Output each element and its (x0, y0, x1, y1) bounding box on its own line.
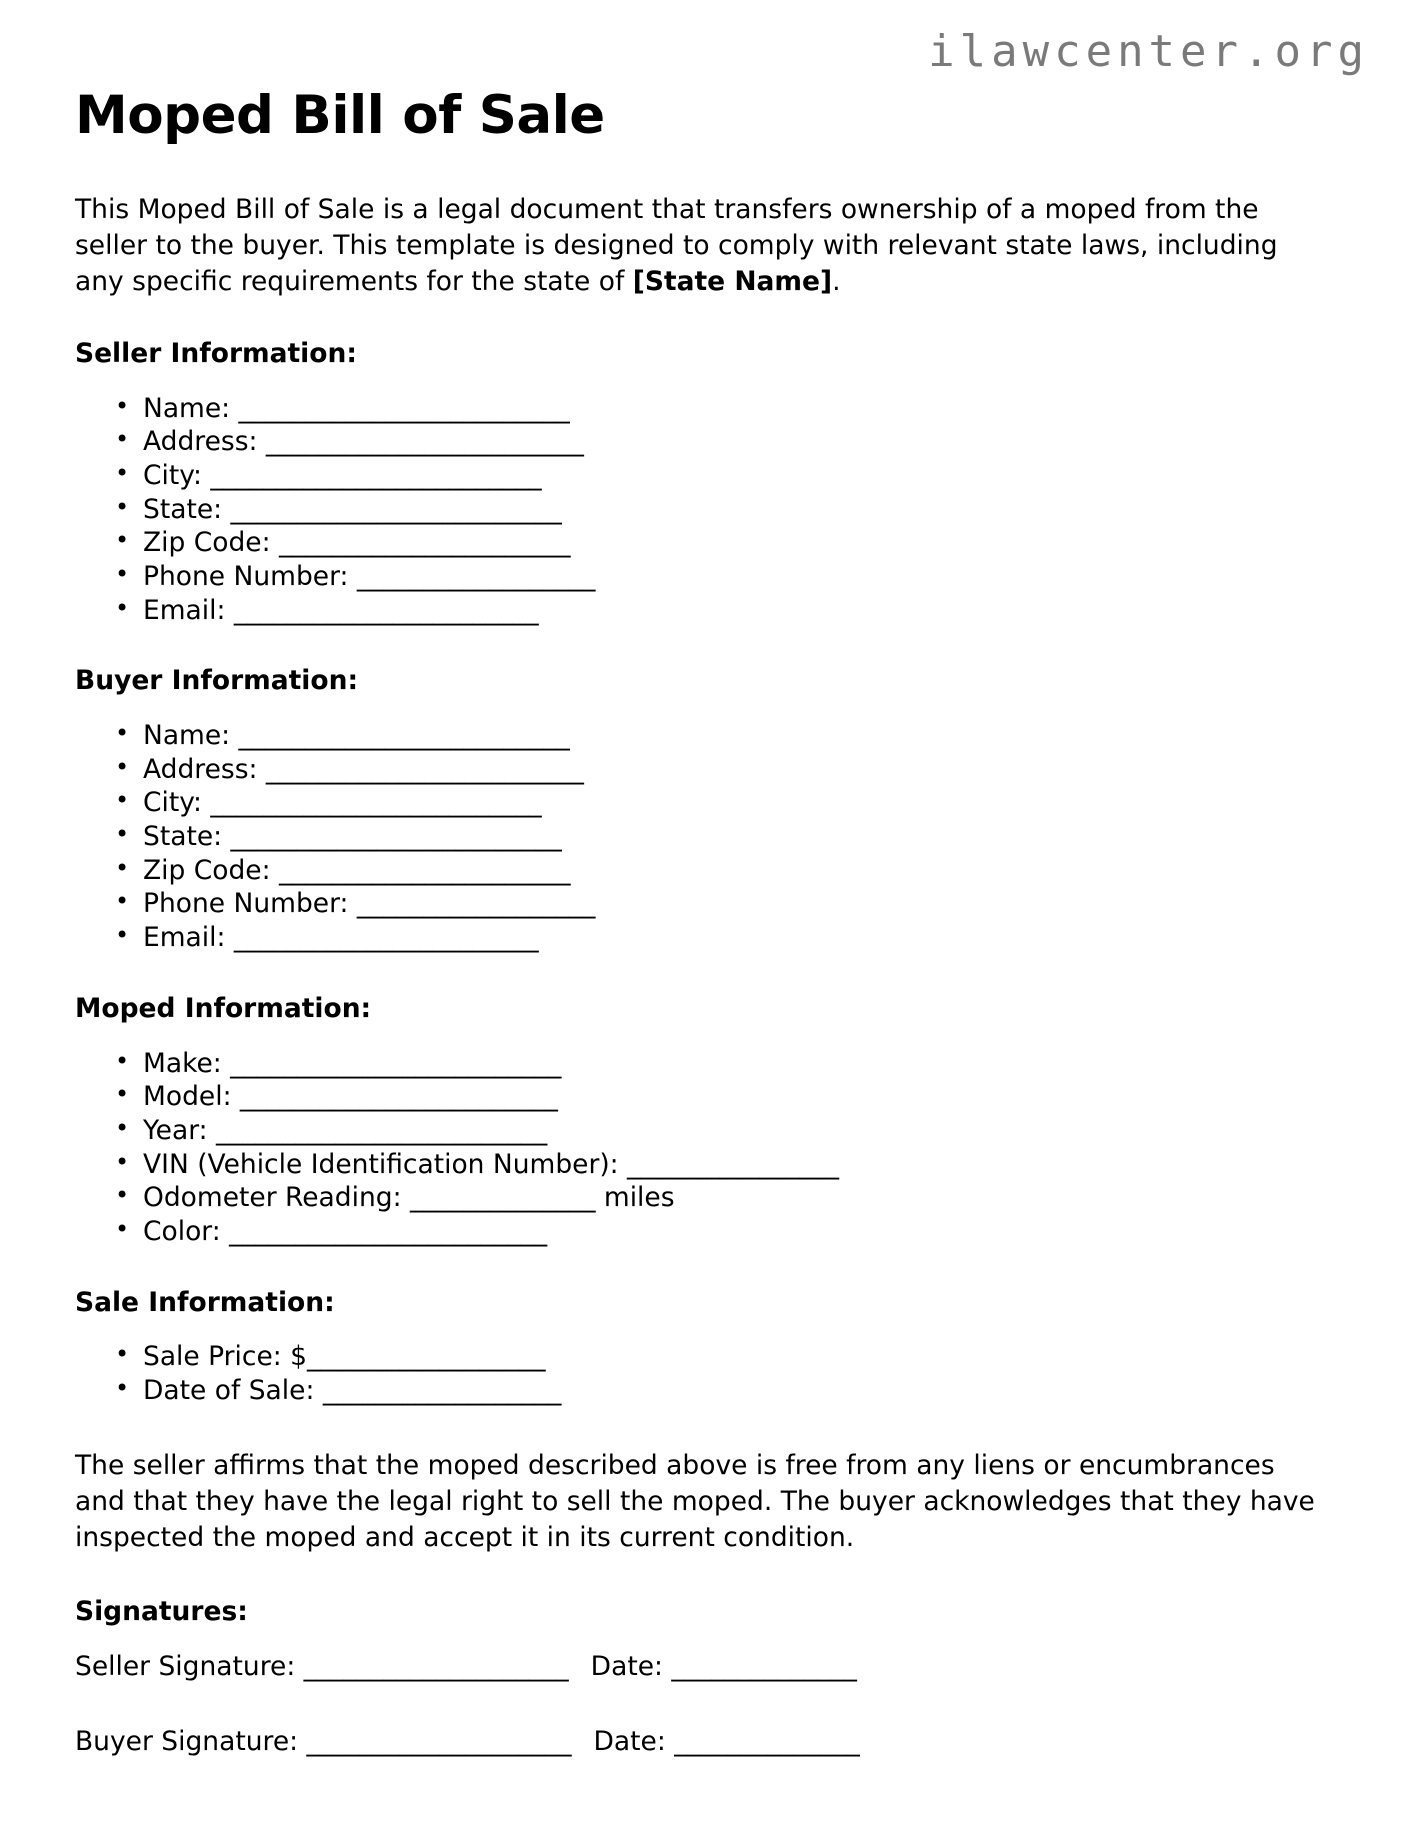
document-content (75, 85, 1325, 1802)
intro-text-before-state: This Moped Bill of Sale is a legal document that transfers ownership of a moped from the seller to the buyer. This template is designed to comply with relevant state laws, including any specific requirements for the state of (75, 193, 1278, 297)
list-item (115, 1342, 1325, 1372)
list-item (115, 1183, 1325, 1213)
seller-city-input[interactable]: _________________________ (210, 459, 542, 491)
field-label: Make: (143, 1047, 231, 1079)
field-label: Email: (143, 922, 234, 954)
moped-model-input[interactable]: ________________________ (239, 1081, 558, 1113)
field-label: Zip Code: (143, 527, 279, 559)
seller-email-input[interactable]: _______________________ (233, 594, 539, 626)
list-item (115, 1116, 1325, 1146)
field-label: Email: (143, 594, 234, 626)
list-item (115, 1217, 1325, 1247)
field-label: VIN (Vehicle Identification Number): (143, 1148, 628, 1180)
field-label: Address: (143, 426, 266, 458)
moped-information-heading: Moped Information: (75, 992, 372, 1024)
seller-signature-label: Seller Signature: (75, 1650, 304, 1682)
field-label: Phone Number: (143, 560, 357, 592)
intro-text-after-state: . (832, 265, 841, 297)
list-item (115, 427, 1325, 457)
field-label: Sale Price: $ (143, 1341, 308, 1373)
moped-make-input[interactable]: _________________________ (230, 1047, 562, 1079)
list-item (115, 755, 1325, 785)
field-label: Zip Code: (143, 854, 279, 886)
list-item (115, 1049, 1325, 1079)
moped-vin-input[interactable]: ________________ (627, 1148, 840, 1180)
seller-date-label: Date: (590, 1650, 672, 1682)
buyer-phone-number-input[interactable]: __________________ (356, 888, 596, 920)
list-item (115, 889, 1325, 919)
moped-color-input[interactable]: ________________________ (229, 1215, 548, 1247)
list-item (115, 562, 1325, 592)
field-label: City: (143, 787, 211, 819)
field-label: Color: (143, 1215, 230, 1247)
intro-paragraph (75, 192, 1325, 300)
buyer-name-input[interactable]: _________________________ (238, 720, 570, 752)
site-watermark: ilawcenter.org (928, 26, 1369, 77)
page-title: Moped Bill of Sale (75, 85, 605, 146)
buyer-city-input[interactable]: _________________________ (210, 787, 542, 819)
seller-information-heading: Seller Information: (75, 337, 357, 369)
field-label: Phone Number: (143, 888, 357, 920)
moped-odometer-input[interactable]: ______________ (409, 1182, 596, 1214)
buyer-signature-row (75, 1727, 1325, 1756)
list-item (115, 495, 1325, 525)
list-item (115, 1150, 1325, 1180)
seller-zip-code-input[interactable]: ______________________ (278, 527, 571, 559)
buyer-zip-code-input[interactable]: ______________________ (278, 854, 571, 886)
field-label: City: (143, 459, 211, 491)
buyer-information-heading: Buyer Information: (75, 665, 359, 697)
seller-signature-row (75, 1652, 1325, 1681)
buyer-email-input[interactable]: _______________________ (233, 922, 539, 954)
seller-information-fields (75, 394, 1325, 626)
field-suffix: miles (595, 1182, 675, 1214)
field-label: Address: (143, 753, 266, 785)
field-label: State: (143, 493, 231, 525)
seller-date-input[interactable]: ______________ (671, 1650, 857, 1682)
signature-block (75, 1652, 1325, 1756)
buyer-information-fields (75, 721, 1325, 953)
list-item (115, 1376, 1325, 1406)
state-name-placeholder: [State Name] (632, 265, 833, 297)
list-item (115, 856, 1325, 886)
seller-name-input[interactable]: _________________________ (238, 392, 570, 424)
field-label: Date of Sale: (143, 1375, 323, 1407)
buyer-state-input[interactable]: _________________________ (230, 821, 562, 853)
affirmation-paragraph: The seller affirms that the moped described above is free from any liens or encumbrances and that they have the legal right to sell the moped. The buyer acknowledges that they have inspected the moped and accept it in its current condition. (75, 1449, 1315, 1553)
list-item (115, 788, 1325, 818)
buyer-signature-input[interactable]: ____________________ (306, 1725, 572, 1757)
seller-address-input[interactable]: ________________________ (265, 426, 584, 458)
field-label: Name: (143, 720, 239, 752)
field-label: Name: (143, 392, 239, 424)
seller-signature-input[interactable]: ____________________ (303, 1650, 569, 1682)
sale-price-input[interactable]: __________________ (307, 1341, 546, 1373)
list-item (115, 923, 1325, 953)
sale-information-heading: Sale Information: (75, 1286, 335, 1318)
list-item (115, 461, 1325, 491)
field-label: Model: (143, 1081, 240, 1113)
list-item (115, 596, 1325, 626)
list-item (115, 1082, 1325, 1112)
field-label: State: (143, 821, 231, 853)
seller-phone-number-input[interactable]: __________________ (356, 560, 596, 592)
field-label: Year: (143, 1114, 216, 1146)
buyer-signature-label: Buyer Signature: (75, 1725, 307, 1757)
moped-year-input[interactable]: _________________________ (216, 1114, 548, 1146)
moped-information-fields (75, 1049, 1325, 1247)
list-item (115, 721, 1325, 751)
list-item (115, 822, 1325, 852)
date-of-sale-input[interactable]: __________________ (322, 1375, 562, 1407)
sale-information-fields (75, 1342, 1325, 1405)
field-label: Odometer Reading: (143, 1182, 410, 1214)
buyer-date-label: Date: (593, 1725, 675, 1757)
signatures-heading: Signatures: (75, 1595, 248, 1627)
seller-state-input[interactable]: _________________________ (230, 493, 562, 525)
list-item (115, 528, 1325, 558)
list-item (115, 394, 1325, 424)
buyer-date-input[interactable]: ______________ (674, 1725, 860, 1757)
buyer-address-input[interactable]: ________________________ (265, 753, 584, 785)
